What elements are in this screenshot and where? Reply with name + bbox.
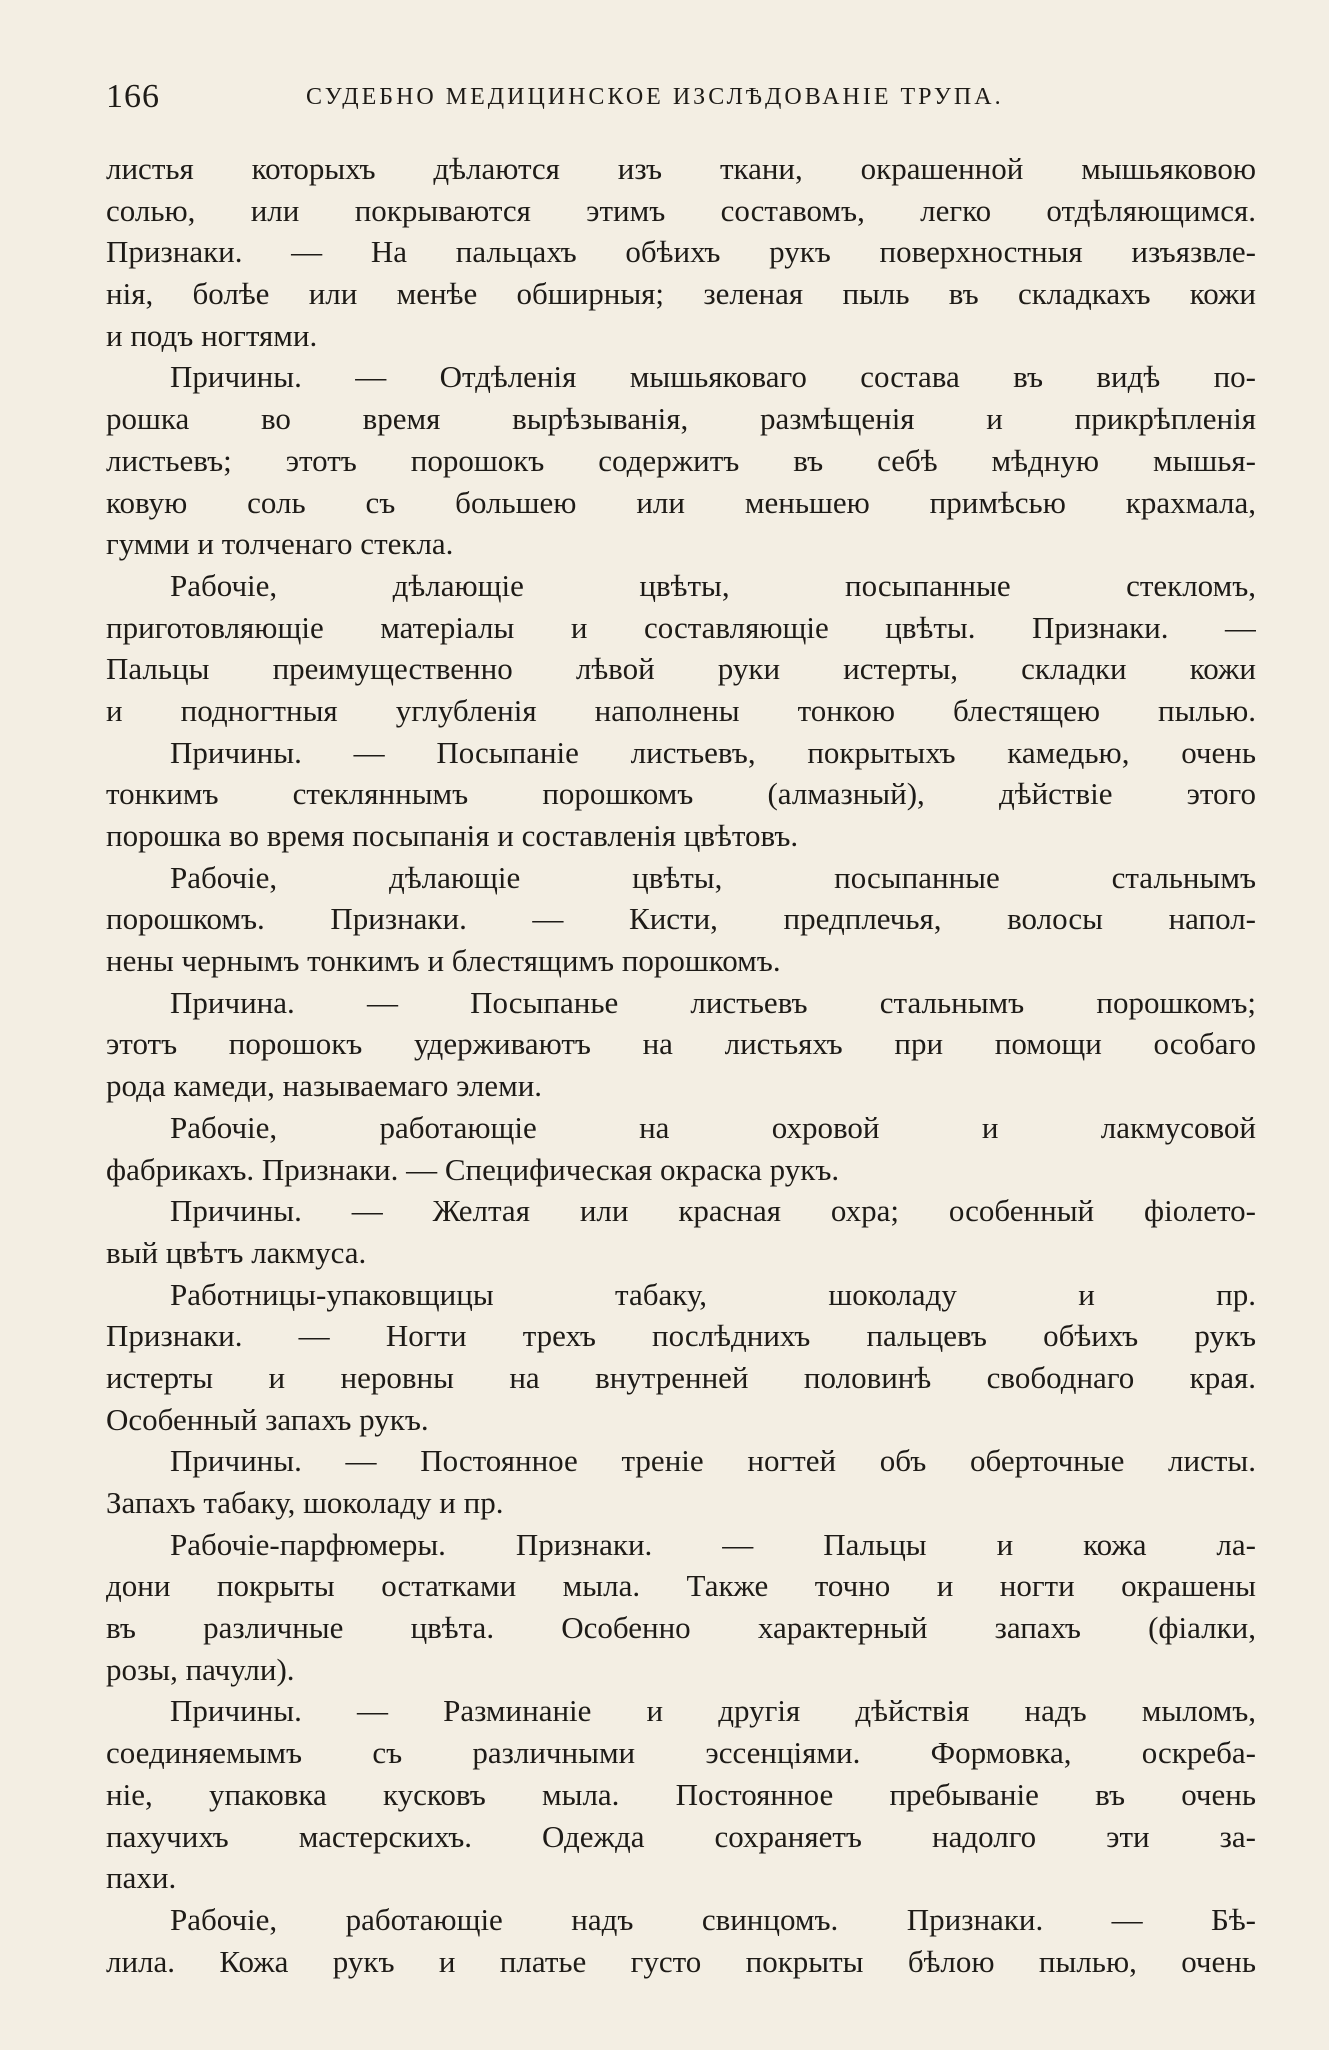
- text-line: рода камеди, называемаго элеми.: [106, 1068, 543, 1104]
- text-line: Запахъ табаку, шоколаду и пр.: [106, 1485, 504, 1520]
- text-line: порошкомъ. Признаки. — Кисти, предплечья, волосы напол-: [106, 901, 1256, 937]
- text-line: и подъ ногтями.: [106, 317, 318, 353]
- text-line: лила. Кожа рукъ и платье густо покрыты бѣлою пылью, очень: [106, 1943, 1256, 1979]
- page-number: 166: [106, 78, 160, 115]
- text-line: Пальцы преимущественно лѣвой руки истерты, складки кожи: [106, 651, 1256, 687]
- text-line: пахучихъ мастерскихъ. Одежда сохраняетъ надолго эти за-: [106, 1818, 1256, 1854]
- text-line: Причины. — Посыпаніе листьевъ, покрытыхъ камедью, очень: [170, 734, 1256, 770]
- text-line: Причины. — Отдѣленія мышьяковаго состава въ видѣ по-: [170, 359, 1256, 395]
- text-line: Рабочіе-парфюмеры. Признаки. — Пальцы и кожа ла-: [170, 1526, 1256, 1562]
- text-line: Рабочіе, работающіе на охровой и лакмусовой: [170, 1109, 1256, 1145]
- text-line: истерты и неровны на внутренней половинѣ свободнаго края.: [106, 1359, 1256, 1395]
- text-line: Особенный запахъ рукъ.: [106, 1401, 429, 1437]
- text-line: вый цвѣтъ лакмуса.: [106, 1234, 367, 1270]
- text-line: соединяемымъ съ различными эссенціями. Формовка, оскреба-: [106, 1735, 1256, 1771]
- text-line: ковую соль съ большею или меньшею примѣсью крахмала,: [106, 484, 1256, 520]
- text-line: розы, пачули).: [106, 1651, 295, 1687]
- text-line: и подногтныя углубленія наполнены тонкою блестящею пылью.: [106, 692, 1256, 728]
- text-line: Причины. — Разминаніе и другія дѣйствія надъ мыломъ,: [170, 1693, 1256, 1729]
- running-header: [106, 72, 1256, 122]
- text-line: Работницы-упаковщицы табаку, шоколаду и пр.: [170, 1276, 1256, 1312]
- text-line: Рабочіе, работающіе надъ свинцомъ. Признаки. — Бѣ-: [170, 1901, 1256, 1937]
- text-line: Причины. — Желтая или красная охра; особенный фіолето-: [170, 1193, 1256, 1229]
- text-line: дони покрыты остатками мыла. Также точно и ногти окрашены: [106, 1568, 1256, 1604]
- text-line: Рабочіе, дѣлающіе цвѣты, посыпанные стекломъ,: [170, 567, 1256, 603]
- text-line: Признаки. — Ногти трехъ послѣднихъ пальцевъ обѣихъ рукъ: [106, 1318, 1256, 1354]
- text-line: Причины. — Постоянное треніе ногтей объ оберточные листы.: [170, 1443, 1256, 1479]
- text-line: Рабочіе, дѣлающіе цвѣты, посыпанные стальнымъ: [170, 859, 1256, 895]
- running-title: СУДЕБНО МЕДИЦИНСКОЕ ИЗСЛѢДОВАНІЕ ТРУПА.: [306, 84, 1004, 110]
- text-line: этотъ порошокъ удерживаютъ на листьяхъ при помощи особаго: [106, 1026, 1256, 1062]
- text-line: пахи.: [106, 1860, 177, 1896]
- body-text: [106, 148, 1256, 1982]
- text-line: нены чернымъ тонкимъ и блестящимъ порошкомъ.: [106, 943, 781, 979]
- text-line: фабрикахъ. Признаки. — Специфическая окраска рукъ.: [106, 1151, 840, 1187]
- text-line: листьевъ; этотъ порошокъ содержитъ въ себѣ мѣдную мышья-: [106, 442, 1256, 478]
- text-line: приготовляющіе матеріалы и составляющіе цвѣты. Признаки. —: [106, 609, 1256, 645]
- text-line: листья которыхъ дѣлаются изъ ткани, окрашенной мышьяковою: [106, 151, 1256, 186]
- text-line: ніе, упаковка кусковъ мыла. Постоянное пребываніе въ очень: [106, 1776, 1256, 1812]
- text-line: въ различные цвѣта. Особенно характерный запахъ (фіалки,: [106, 1610, 1256, 1646]
- text-line: Признаки. — На пальцахъ обѣихъ рукъ поверхностныя изъязвле-: [106, 234, 1256, 270]
- text-line: рошка во время вырѣзыванія, размѣщенія и прикрѣпленія: [106, 401, 1256, 437]
- text-line: Причина. — Посыпанье листьевъ стальнымъ порошкомъ;: [170, 984, 1256, 1020]
- text-line: тонкимъ стекляннымъ порошкомъ (алмазный), дѣйствіе этого: [106, 776, 1256, 812]
- text-line: солью, или покрываются этимъ составомъ, легко отдѣляющимся.: [106, 192, 1256, 228]
- text-line: порошка во время посыпанія и составленія цвѣтовъ.: [106, 818, 799, 853]
- text-line: гумми и толченаго стекла.: [106, 526, 454, 562]
- text-line: нія, болѣе или менѣе обширныя; зеленая пыль въ складкахъ кожи: [106, 276, 1256, 312]
